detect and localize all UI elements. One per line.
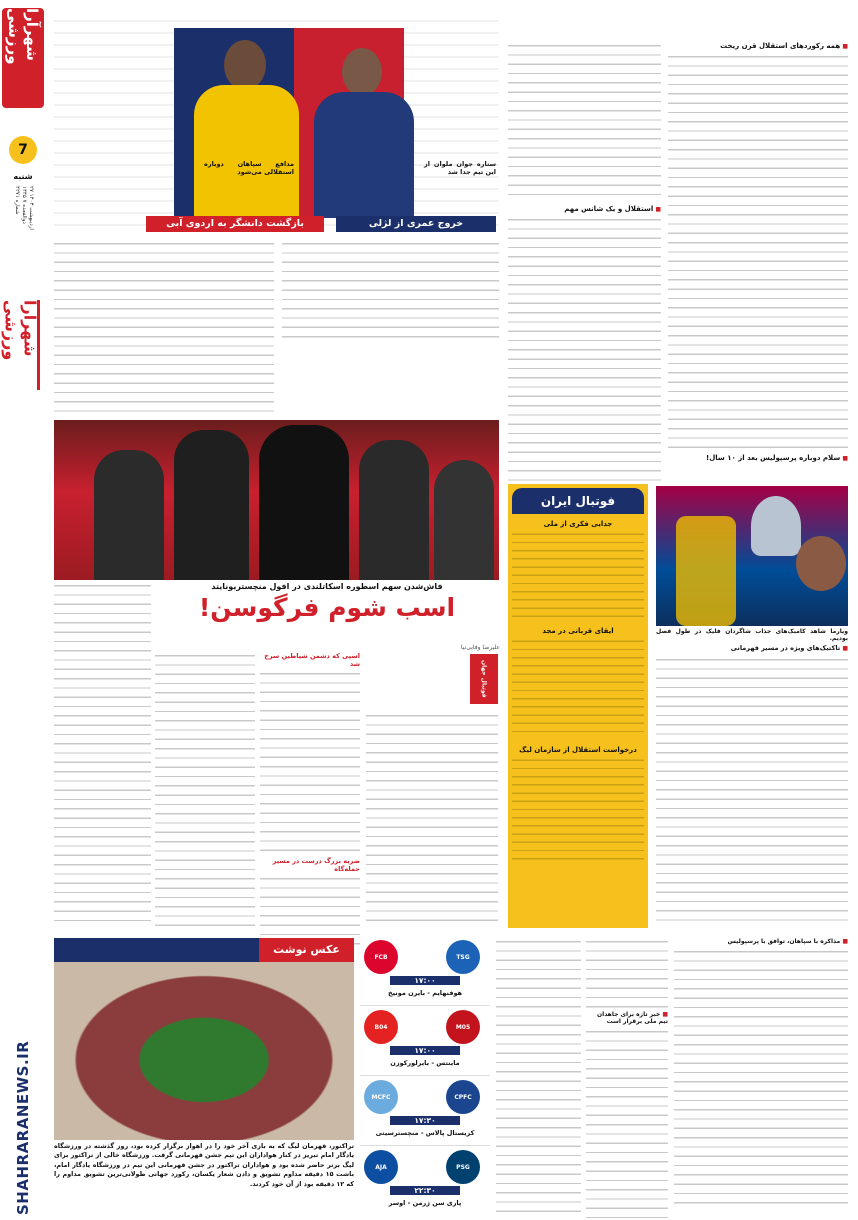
team-crest bbox=[364, 1080, 398, 1114]
masthead-logo-secondary: شهرآرا ورزشی bbox=[1, 300, 40, 361]
away-team: منچسترسیتی bbox=[375, 1129, 419, 1137]
bottom-photo-header bbox=[54, 938, 354, 962]
photo-caption-text: تراکتور، قهرمان لیگ که به بازی آخر خود را در اهواز برگزار کرده بود، روز گذشته در ورزشگاه یادگار امام تبریز در کنار هواداران این تیم جشن قهرمانی گرفت. ورزشگاه خالی از تراکتور برای لیگ برتر حاضر شده بود و هواداران تراکتور در جشن قهرمانی این تیم در ورزشگاه یادگار امام، باشت ۱۵ دقیقه مداوم تشویق و دادن شعار یکسان، رکورد جهانی طولانی‌ترین تشویق مداوم را که ۱۲ دقیقه بود از آن خود کردند. bbox=[54, 1142, 354, 1188]
team-crest bbox=[364, 940, 398, 974]
masthead-logo-text: شهرآرا ورزشی bbox=[5, 8, 41, 65]
barca-section-title: ■ تاکتیک‌های ویژه در مسیر قهرمانی bbox=[656, 644, 848, 652]
bottom-mid-column bbox=[586, 938, 668, 1216]
headline-right-bar bbox=[336, 216, 496, 232]
ferguson-badge-text: فوتبال جهان bbox=[480, 660, 488, 698]
match-teams: ماینتس - بایرلورکوزن bbox=[390, 1059, 460, 1067]
issue-number: شماره ۴۲۷۱ bbox=[14, 186, 20, 215]
date-ar: ۱۴۴۵ ذوالقعده ۷ bbox=[21, 186, 27, 224]
crest-label: AJA bbox=[375, 1163, 387, 1171]
website-url[interactable] bbox=[12, 1040, 34, 1215]
ferguson-col-mid bbox=[260, 652, 360, 927]
match-time: ۲۲:۳۰ bbox=[390, 1186, 460, 1195]
article-text-block bbox=[282, 240, 499, 345]
photo-caption-badge-text: عکس نوشت bbox=[273, 943, 340, 956]
ferguson-headline-block bbox=[155, 582, 499, 640]
match-row[interactable] bbox=[360, 1146, 490, 1216]
masthead-logo-ribbon bbox=[1, 300, 40, 390]
football-iran-item-title: درخواست استقلال از سازمان لیگ bbox=[519, 746, 637, 754]
ferguson-headline: اسب شوم فرگوسن! bbox=[198, 593, 456, 622]
player-photo-yellow bbox=[194, 40, 299, 220]
match-row[interactable] bbox=[360, 1076, 490, 1146]
bottom-mid-title: ■ خبر تازه برای جاهدان تیم ملی برقرار است bbox=[586, 1011, 668, 1025]
team-crest bbox=[446, 1150, 480, 1184]
team-crest bbox=[364, 1150, 398, 1184]
article-text-block bbox=[496, 938, 581, 1216]
team-crest bbox=[446, 1080, 480, 1114]
headline-left: بازگشت دانشگر به اردوی آبی bbox=[166, 218, 304, 229]
football-iran-box bbox=[508, 484, 648, 928]
crest-label: TSG bbox=[456, 953, 470, 961]
away-team: اوسر bbox=[388, 1199, 406, 1207]
team-crest bbox=[364, 1010, 398, 1044]
match-time: ۱۷:۰۰ bbox=[390, 976, 460, 985]
article-text-block bbox=[366, 712, 498, 927]
football-iran-badge bbox=[512, 488, 644, 514]
ferguson-badge bbox=[470, 654, 498, 704]
article-text-block bbox=[668, 53, 848, 451]
issue-day: شنبه bbox=[13, 172, 33, 181]
bottom-right-column bbox=[674, 938, 848, 1216]
home-team: هوفنهایم bbox=[432, 989, 463, 997]
football-iran-badge-text: فوتبال ایران bbox=[540, 494, 616, 508]
article-text-block bbox=[260, 875, 360, 945]
away-team: بایرن مونیخ bbox=[387, 989, 426, 997]
issue-dates bbox=[10, 186, 34, 281]
home-team: ماینتس bbox=[436, 1059, 460, 1067]
football-iran-item-title: جدایی فکری از ملی bbox=[543, 520, 613, 528]
match-teams: پاری سن ژرمن - اوسر bbox=[388, 1199, 462, 1207]
barca-caption: ویارما شاهد کامبک‌های جذاب شاگردان فلیک در طول فصل بودیم. bbox=[656, 628, 848, 642]
masthead-strip bbox=[0, 0, 46, 1220]
match-row[interactable] bbox=[360, 1006, 490, 1076]
website-text: SHAHRARANEWS.IR bbox=[14, 1040, 32, 1215]
masthead-logo-top bbox=[2, 8, 44, 108]
section-head: ■ سلام دوباره پرسپولیس بعد از ۱۰ سال! bbox=[668, 454, 848, 462]
article-text-block bbox=[512, 638, 644, 738]
stadium-photo bbox=[54, 962, 354, 1140]
article-text-block bbox=[512, 531, 644, 619]
football-iran-item-title: ایقای قربانی در مجد bbox=[542, 627, 614, 635]
article-text-block bbox=[586, 938, 668, 1008]
barca-photo bbox=[656, 486, 848, 626]
headline-right: خروج عمری از لژلی bbox=[368, 218, 464, 229]
ferguson-kicker: فاش‌شدن سهم اسطوره اسکاتلندی در افول منچستریونایتد bbox=[211, 582, 443, 591]
top-photo-area bbox=[54, 10, 499, 235]
ferguson-author: علیرضا وفایی‌نیا bbox=[460, 644, 500, 651]
bottom-right-title: ■ مذاکره با سپاهان، توافق با پرسپولیس bbox=[674, 938, 848, 945]
right-photo-caption: ستاره جوان ملوان از این تیم جدا شد bbox=[424, 160, 496, 176]
article-text-block bbox=[674, 948, 848, 1210]
section-head: ■ همه رکوردهای استقلال قرن ریخت bbox=[668, 42, 848, 50]
article-text-block bbox=[656, 656, 848, 928]
page-number-badge bbox=[9, 136, 37, 164]
article-text-block bbox=[508, 42, 661, 202]
match-time: ۱۷:۳۰ bbox=[390, 1116, 460, 1125]
top-right-column-2 bbox=[508, 42, 661, 482]
crest-label: PSG bbox=[456, 1163, 470, 1171]
match-row[interactable] bbox=[360, 936, 490, 1006]
headline-left-bar bbox=[146, 216, 324, 232]
article-text-block bbox=[586, 1028, 668, 1218]
date-fa: ۲۷ اردیبهشت ۱۴۰۳ bbox=[28, 186, 34, 230]
crest-label: B04 bbox=[374, 1023, 388, 1031]
team-crest bbox=[446, 940, 480, 974]
article-text-block bbox=[54, 582, 151, 927]
photo-caption-badge bbox=[259, 938, 354, 962]
home-team: پاری سن ژرمن bbox=[412, 1199, 462, 1207]
match-teams: هوفنهایم - بایرن مونیخ bbox=[387, 989, 463, 997]
match-list bbox=[360, 936, 490, 1216]
ferguson-subhead-1: اسپی که دشمن شیاطین سرخ شد bbox=[264, 652, 360, 668]
page-number: 7 bbox=[18, 142, 28, 158]
section-head: ■ استقلال و یک شانس مهم bbox=[508, 205, 661, 213]
crest-label: M05 bbox=[455, 1023, 471, 1031]
crest-label: MCFC bbox=[371, 1093, 391, 1101]
match-time: ۱۷:۰۰ bbox=[390, 1046, 460, 1055]
home-team: کریستال پالاس bbox=[425, 1129, 475, 1137]
article-text-block bbox=[54, 240, 274, 415]
article-text-block bbox=[508, 216, 661, 481]
ferguson-subhead-2: ضربه بزرگ درست در مسیر حمله‌گاه bbox=[272, 857, 360, 873]
match-teams: کریستال پالاس - منچسترسیتی bbox=[375, 1129, 475, 1137]
article-text-block bbox=[260, 670, 360, 855]
player-photo-navy bbox=[314, 48, 414, 218]
top-right-column-1 bbox=[668, 42, 848, 482]
ferguson-photo bbox=[54, 420, 499, 580]
away-team: بایرلورکوزن bbox=[390, 1059, 430, 1067]
article-text-block bbox=[155, 652, 255, 927]
team-crest bbox=[446, 1010, 480, 1044]
crest-label: FCB bbox=[374, 953, 388, 961]
left-photo-caption: مدافع سپاهان دوباره استقلالی می‌شود bbox=[204, 160, 294, 176]
article-text-block bbox=[512, 757, 644, 862]
crest-label: CPFC bbox=[454, 1093, 472, 1101]
